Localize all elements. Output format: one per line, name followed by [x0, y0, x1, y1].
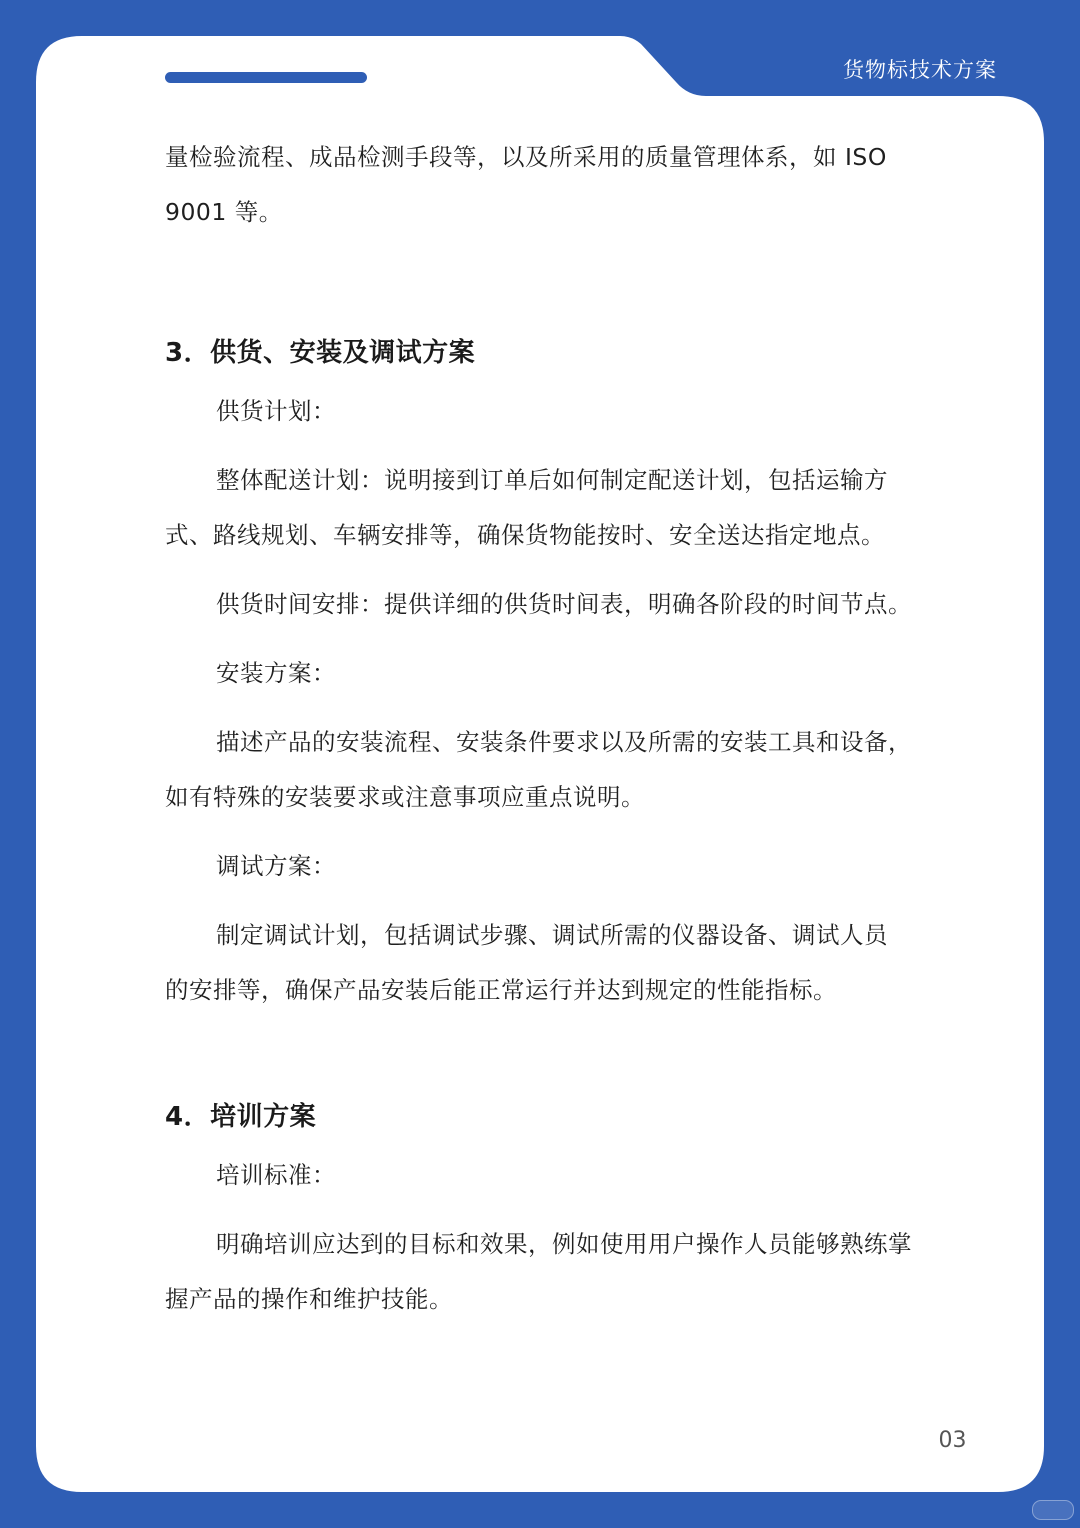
section-3-heading: 3．供货、安装及调试方案	[165, 338, 476, 368]
page-card-background	[36, 36, 1044, 1492]
install-label: 安装方案：	[216, 659, 336, 687]
install-line-1: 描述产品的安装流程、安装条件要求以及所需的安装工具和设备，	[216, 728, 912, 756]
page-number: 03	[938, 1428, 967, 1453]
debug-line-2: 的安排等，确保产品安装后能正常运行并达到规定的性能指标。	[165, 976, 837, 1004]
intro-line-1: 量检验流程、成品检测手段等，以及所采用的质量管理体系，如 ISO	[165, 143, 887, 171]
install-line-2: 如有特殊的安装要求或注意事项应重点说明。	[165, 783, 645, 811]
accent-bar	[165, 72, 367, 83]
training-line-1: 明确培训应达到的目标和效果，例如使用用户操作人员能够熟练掌	[216, 1230, 912, 1258]
supply-plan-label: 供货计划：	[216, 397, 336, 425]
delivery-line-2: 式、路线规划、车辆安排等，确保货物能按时、安全送达指定地点。	[165, 521, 885, 549]
training-standard-label: 培训标准：	[216, 1161, 336, 1189]
section-4-heading: 4．培训方案	[165, 1102, 317, 1132]
debug-label: 调试方案：	[216, 852, 336, 880]
header-title: 货物标技术方案	[843, 58, 997, 82]
training-line-2: 握产品的操作和维护技能。	[165, 1285, 453, 1313]
page-card	[36, 36, 1044, 1492]
schedule-line: 供货时间安排：提供详细的供货时间表，明确各阶段的时间节点。	[216, 590, 912, 618]
debug-line-1: 制定调试计划，包括调试步骤、调试所需的仪器设备、调试人员	[216, 921, 888, 949]
delivery-line-1: 整体配送计划：说明接到订单后如何制定配送计划，包括运输方	[216, 466, 888, 494]
intro-line-2: 9001 等。	[165, 198, 283, 226]
watermark-badge	[1032, 1500, 1074, 1520]
